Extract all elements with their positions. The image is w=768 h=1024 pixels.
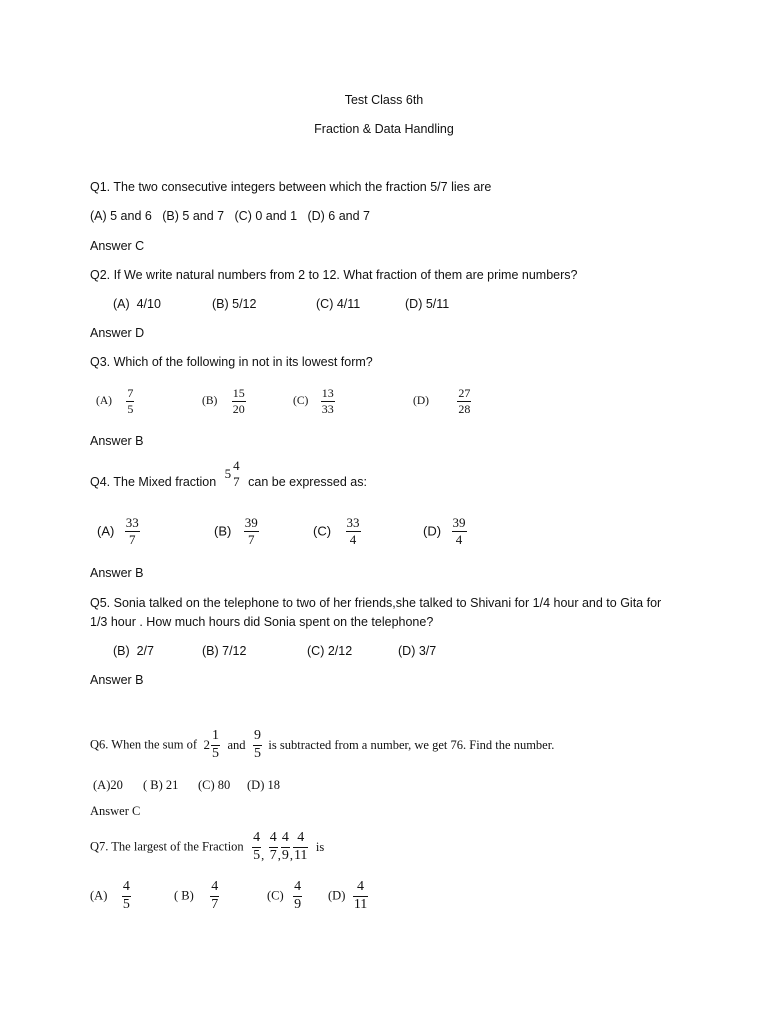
question-1: Q1. The two consecutive integers between which the fraction 5/7 lies are — [90, 180, 492, 194]
fraction — [457, 387, 471, 415]
question-2-option-d: (D) 5/11 — [405, 297, 450, 311]
question-4-text-post: can be expressed as: — [248, 474, 367, 489]
question-5-option-c: (C) 2/12 — [307, 644, 353, 658]
question-4-option-b — [214, 516, 259, 546]
question-7-text-pre: Q7. The largest of the Fraction — [90, 839, 244, 854]
denominator: 5 — [212, 745, 219, 761]
numerator: 4 — [233, 458, 240, 473]
question-3-option-d — [413, 387, 471, 415]
whole-number: 5 — [224, 465, 232, 481]
question-5-answer: Answer B — [90, 673, 144, 687]
option-label: (A) — [90, 888, 108, 903]
fraction — [293, 831, 308, 863]
option-label: (C) — [313, 523, 332, 539]
question-6-text-pre: Q6. When the sum of — [90, 737, 198, 752]
whole-number: 2 — [203, 737, 210, 753]
denominator: 7 — [248, 531, 255, 547]
question-7-text-post: is — [315, 839, 325, 854]
question-5-line-2: 1/3 hour . How much hours did Sonia spent on the telephone? — [90, 615, 434, 629]
fraction — [269, 831, 278, 863]
fraction — [346, 516, 361, 546]
numerator: 4 — [122, 879, 130, 894]
denominator: 4 — [455, 531, 463, 547]
numerator: 9 — [253, 728, 261, 743]
denominator: 7 — [233, 473, 240, 489]
denominator: 5 — [253, 745, 261, 761]
denominator: 11 — [293, 847, 308, 863]
question-6 — [90, 729, 554, 761]
question-6-answer: Answer C — [90, 804, 141, 818]
numerator: 4 — [281, 830, 289, 845]
question-1-options: (A) 5 and 6 (B) 5 and 7 (C) 0 and 1 (D) 6 and 7 — [90, 209, 370, 223]
numerator: 33 — [125, 515, 139, 530]
question-7-option-d — [328, 880, 368, 912]
comma: , — [289, 848, 293, 863]
denominator: 7 — [269, 847, 277, 863]
question-7 — [90, 831, 324, 863]
numerator: 4 — [211, 879, 219, 894]
option-label: (A) — [96, 395, 112, 408]
question-2-answer: Answer D — [90, 326, 145, 340]
fraction — [321, 387, 335, 415]
question-2-option-b: (B) 5/12 — [212, 297, 257, 311]
numerator: 15 — [232, 386, 245, 400]
fraction — [281, 831, 290, 863]
numerator: 4 — [253, 830, 261, 845]
fraction — [122, 880, 131, 912]
question-7-option-b — [174, 880, 219, 912]
question-3-option-a — [96, 387, 134, 415]
question-4-text-pre: Q4. The Mixed fraction — [90, 474, 217, 489]
question-4-answer: Answer B — [90, 566, 144, 580]
question-4 — [90, 459, 367, 488]
question-5-option-a: (B) 2/7 — [113, 644, 154, 658]
question-3-option-b — [202, 387, 246, 415]
fraction — [232, 459, 241, 488]
fraction — [253, 729, 262, 761]
comma: , — [277, 848, 281, 863]
denominator: 20 — [232, 401, 245, 416]
denominator: 11 — [353, 896, 368, 912]
question-5-option-b: (B) 7/12 — [202, 644, 247, 658]
question-5-line-1: Q5. Sonia talked on the telephone to two of her friends,she talked to Shivani for 1/4 hour and to Gita for — [90, 596, 662, 610]
numerator: 39 — [452, 515, 466, 530]
option-label: (D) — [413, 395, 429, 408]
denominator: 5 — [122, 896, 130, 912]
option-label: (B) — [214, 523, 232, 539]
denominator: 7 — [211, 896, 219, 912]
option-label: (B) — [202, 395, 218, 408]
fraction — [126, 387, 134, 415]
fraction — [232, 387, 246, 415]
denominator: 7 — [129, 531, 136, 547]
fraction — [125, 516, 140, 546]
numerator: 27 — [458, 386, 471, 400]
question-4-option-a — [97, 516, 140, 546]
numerator: 1 — [212, 728, 219, 743]
question-7-option-a — [90, 880, 131, 912]
numerator: 7 — [127, 386, 134, 400]
fraction — [210, 880, 219, 912]
option-label: (D) — [328, 888, 346, 903]
question-4-option-c — [313, 516, 361, 546]
question-6-option-b: ( B) 21 — [143, 778, 179, 792]
question-6-option-d: (D) 18 — [247, 778, 280, 792]
option-label: (C) — [293, 395, 309, 408]
fraction — [244, 516, 259, 546]
option-label: (A) — [97, 523, 115, 539]
mixed-fraction — [225, 459, 241, 488]
question-6-option-a: (A)20 — [93, 778, 123, 792]
question-6-text-and: and — [227, 737, 246, 752]
fraction — [353, 880, 368, 912]
question-2-option-c: (C) 4/11 — [316, 297, 361, 311]
comma: , — [261, 848, 265, 863]
numerator: 4 — [297, 830, 305, 845]
option-label: (D) — [423, 523, 442, 539]
question-2-option-a: (A) 4/10 — [113, 297, 161, 311]
denominator: 5 — [127, 401, 134, 416]
question-3-answer: Answer B — [90, 434, 144, 448]
numerator: 13 — [321, 386, 334, 400]
question-4-option-d — [423, 516, 467, 546]
question-3-option-c — [293, 387, 335, 415]
question-6-text-post: is subtracted from a number, we get 76. Find the number. — [268, 737, 555, 752]
numerator: 39 — [244, 515, 258, 530]
numerator: 4 — [357, 879, 365, 894]
denominator: 9 — [281, 847, 289, 863]
mixed-fraction — [204, 729, 221, 761]
numerator: 4 — [294, 879, 302, 894]
fraction — [452, 516, 467, 546]
question-7-option-c — [267, 880, 302, 912]
denominator: 33 — [321, 401, 334, 416]
question-6-option-c: (C) 80 — [198, 778, 231, 792]
question-1-answer: Answer C — [90, 239, 145, 253]
denominator: 5 — [253, 847, 261, 863]
option-label: (C) — [267, 888, 284, 903]
question-2: Q2. If We write natural numbers from 2 to 12. What fraction of them are prime numbers? — [90, 268, 578, 282]
fraction — [211, 729, 220, 761]
page-title: Test Class 6th — [344, 93, 424, 107]
denominator: 28 — [458, 401, 471, 416]
option-label: ( B) — [174, 888, 194, 903]
page-subtitle: Fraction & Data Handling — [314, 122, 454, 136]
fraction — [293, 880, 302, 912]
fraction — [252, 831, 261, 863]
question-3: Q3. Which of the following in not in its lowest form? — [90, 355, 373, 369]
denominator: 4 — [349, 531, 357, 547]
numerator: 4 — [269, 830, 277, 845]
numerator: 33 — [346, 515, 360, 530]
denominator: 9 — [294, 896, 302, 912]
question-5-option-d: (D) 3/7 — [398, 644, 437, 658]
